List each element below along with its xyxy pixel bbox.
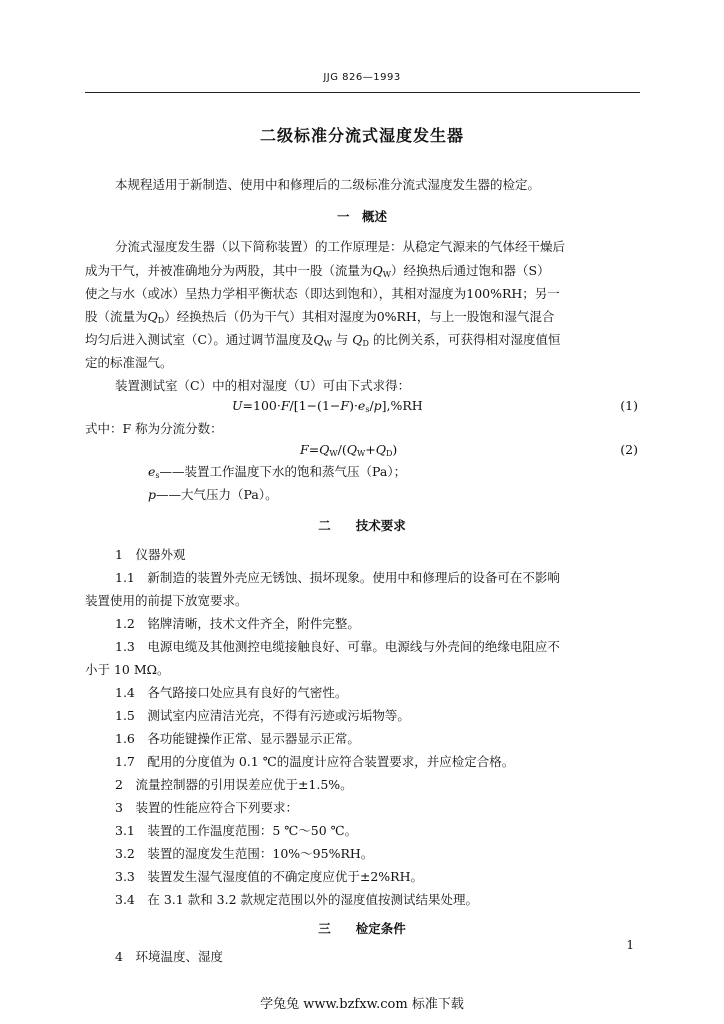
req-item: 装置使用的前提下放宽要求。 (85, 593, 248, 608)
req-item: 1.5 测试室内应清洁光亮，不得有污迹或污垢物等。 (115, 708, 410, 723)
document-code: JJG 826—1993 (323, 72, 401, 83)
section-heading-overview: 一 概述 (336, 209, 387, 224)
req-item: 1 仪器外观 (115, 547, 186, 562)
watermark-footer: 学兔兔 www.bzfxw.com 标准下载 (260, 997, 464, 1012)
section-heading-verification-conditions: 三 检定条件 (318, 921, 406, 936)
condition-item-4: 4 环境温度、湿度 (115, 949, 223, 964)
scope-paragraph: 本规程适用于新制造、使用中和修理后的二级标准分流式湿度发生器的检定。 (115, 177, 541, 192)
formula-intro: 装置测试室（C）中的相对湿度（U）可由下式求得： (115, 378, 411, 393)
principle-line-2: 成为干气，并被准确地分为两股，其中一股（流量为$Q_W$）经换热后通过饱和器（S） (85, 263, 550, 279)
header-rule (85, 92, 640, 93)
req-item: 1.6 各功能键操作正常、显示器显示正常。 (115, 731, 360, 746)
definition-es: $e_s——$装置工作温度下水的饱和蒸气压（Pa）； (148, 464, 407, 480)
principle-line-3: 使之与水（或冰）呈热力学相平衡状态（即达到饱和），其相对湿度为100%RH；另一 (85, 286, 560, 301)
req-item: 1.1 新制造的装置外壳应无锈蚀、损坏现象。使用中和修理后的设备可在不影响 (115, 570, 560, 585)
page-number: 1 (626, 938, 634, 952)
req-item: 3.2 装置的湿度发生范围：10%～95%RH。 (115, 846, 374, 861)
req-item: 1.7 配用的分度值为 0.1 ℃的温度计应符合装置要求，并应检定合格。 (115, 754, 515, 769)
section-heading-technical-requirements: 二 技术要求 (318, 518, 406, 533)
principle-line-6: 定的标准湿气。 (85, 355, 173, 370)
req-item: 2 流量控制器的引用误差应优于±1.5%。 (115, 777, 353, 792)
equation-2-number: (2) (620, 442, 638, 457)
principle-line-4: 股（流量为$Q_D$）经换热后（仍为干气）其相对湿度为0%RH，与上一股饱和湿气混合 (85, 309, 555, 325)
req-item: 小于 10 MΩ。 (85, 662, 170, 677)
req-item: 1.3 电源电缆及其他测控电缆接触良好、可靠。电源线与外壳间的绝缘电阻应不 (115, 639, 560, 654)
where-line: 式中：F 称为分流分数： (85, 421, 223, 436)
equation-1-number: (1) (620, 398, 638, 413)
req-item: 3.4 在 3.1 款和 3.2 款规定范围以外的湿度值按测试结果处理。 (115, 892, 479, 907)
principle-line-5: 均匀后进入测试室（C）。通过调节温度及$Q_W$ 与 $Q_D$ 的比例关系，可获得相对湿度值恒 (85, 332, 561, 348)
req-item: 3 装置的性能应符合下列要求： (115, 800, 298, 815)
req-item: 1.4 各气路接口处应具有良好的气密性。 (115, 685, 348, 700)
req-item: 3.1 装置的工作温度范围：5 ℃～50 ℃。 (115, 823, 358, 838)
equation-1: $U=100\cdot F/[1-(1-F)\cdot e_s/p],\%RH$ (232, 398, 423, 414)
req-item: 1.2 铭牌清晰，技术文件齐全，附件完整。 (115, 616, 360, 631)
definition-p: p——大气压力（Pa）。 (148, 487, 278, 502)
principle-line-1: 分流式湿度发生器（以下简称装置）的工作原理是：从稳定气源来的气体经干燥后 (115, 239, 566, 254)
equation-2: $F=Q_W/(Q_W+Q_D)$ (300, 442, 398, 458)
document-title: 二级标准分流式湿度发生器 (259, 126, 464, 145)
req-item: 3.3 装置发生湿气湿度值的不确定度应优于±2%RH。 (115, 869, 423, 884)
